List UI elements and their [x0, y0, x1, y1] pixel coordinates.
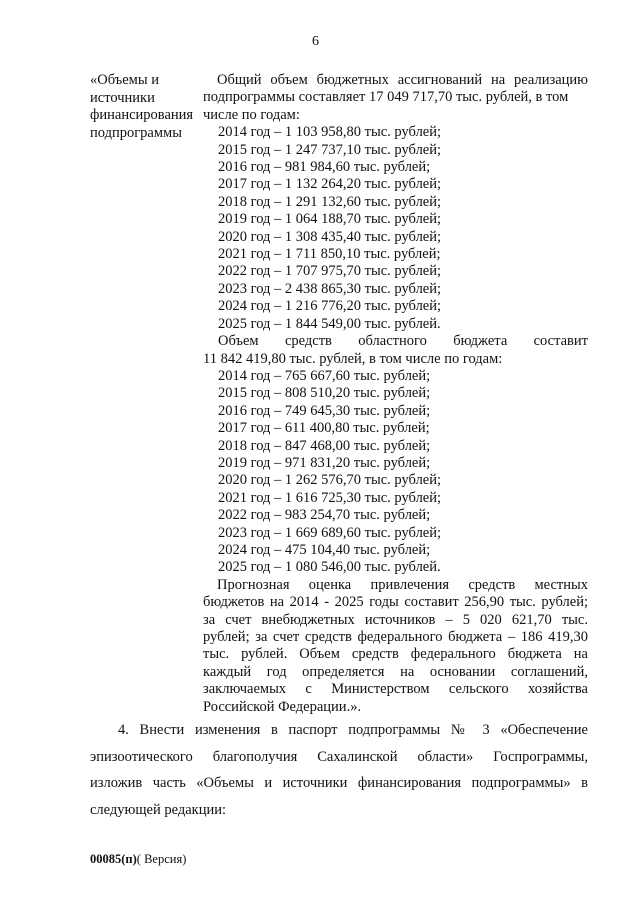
total-year-item: 2022 год – 1 707 975,70 тыс. рублей;: [218, 263, 442, 280]
regional-year-item: 2019 год – 971 831,20 тыс. рублей;: [218, 454, 431, 471]
left-label-line: финансирования: [90, 107, 194, 124]
left-label-line: «Объемы и: [90, 72, 159, 88]
regional-year-item: 2017 год – 611 400,80 тыс. рублей;: [218, 420, 430, 437]
section-4-line: эпизоотического благополучия Сахалинской области» Госпрограммы,: [90, 748, 588, 765]
total-line-1: Общий объем бюджетных ассигнований на реализацию: [217, 72, 588, 88]
left-label-line: подпрограммы: [90, 124, 182, 141]
section-4-paragraph: [90, 717, 588, 823]
regional-word: средств: [284, 333, 332, 350]
regional-year-item: 2023 год – 1 669 689,60 тыс. рублей;: [218, 524, 442, 541]
total-year-item: 2016 год – 981 984,60 тыс. рублей;: [218, 159, 431, 176]
page-number: 6: [312, 34, 319, 49]
total-year-item: 2023 год – 2 438 865,30 тыс. рублей;: [218, 280, 442, 297]
regional-line-2: 11 842 419,80 тыс. рублей, в том числе по годам:: [203, 350, 503, 367]
regional-year-item: 2025 год – 1 080 546,00 тыс. рублей.: [218, 559, 441, 576]
total-year-item: 2024 год – 1 216 776,20 тыс. рублей;: [218, 298, 442, 315]
regional-word: областного: [358, 333, 427, 350]
regional-year-item: 2021 год – 1 616 725,30 тыс. рублей;: [218, 489, 442, 506]
regional-year-item: 2014 год – 765 667,60 тыс. рублей;: [218, 367, 431, 384]
footer-code: 00085(п): [90, 852, 137, 866]
forecast-line: заключаемых с Министерством сельского хозяйства: [203, 681, 588, 698]
regional-word: Объем: [218, 333, 259, 350]
regional-word: составит: [533, 333, 588, 350]
regional-years-list: [203, 368, 588, 577]
total-year-item: 2019 год – 1 064 188,70 тыс. рублей;: [218, 211, 442, 228]
forecast-line: каждый год определяется на основании соглашений,: [203, 663, 588, 680]
financing-text-column: [203, 72, 588, 716]
left-label-line: источники: [90, 89, 155, 106]
total-year-item: 2018 год – 1 291 132,60 тыс. рублей;: [218, 193, 442, 210]
section-4-line: изложив часть «Объемы и источники финансирования подпрограммы» в: [90, 775, 588, 792]
total-line-3: числе по годам:: [203, 106, 300, 123]
total-year-item: 2020 год – 1 308 435,40 тыс. рублей;: [218, 228, 442, 245]
footer-version: ( Версия): [136, 852, 187, 866]
forecast-paragraph: [203, 577, 588, 716]
regional-word: бюджета: [453, 333, 508, 350]
section-4-line: следующей редакции:: [90, 801, 227, 818]
regional-year-item: 2022 год – 983 254,70 тыс. рублей;: [218, 507, 431, 524]
forecast-line: Российской Федерации.».: [203, 698, 362, 715]
regional-year-item: 2015 год – 808 510,20 тыс. рублей;: [218, 385, 431, 402]
total-year-item: 2015 год – 1 247 737,10 тыс. рублей;: [218, 141, 442, 158]
forecast-line: тыс. рублей. Объем средств федерального бюджета на: [203, 646, 588, 663]
regional-year-item: 2020 год – 1 262 576,70 тыс. рублей;: [218, 472, 442, 489]
total-year-item: 2014 год – 1 103 958,80 тыс. рублей;: [218, 124, 442, 141]
regional-year-item: 2018 год – 847 468,00 тыс. рублей;: [218, 437, 431, 454]
forecast-line: Прогнозная оценка привлечения средств местных: [217, 576, 588, 593]
forecast-line: рублей; за счет средств федерального бюджета – 186 419,30: [203, 629, 588, 645]
regional-line-1: [203, 333, 588, 350]
total-year-item: 2017 год – 1 132 264,20 тыс. рублей;: [218, 176, 442, 193]
document-footer: [90, 852, 186, 867]
forecast-line: бюджетов на 2014 - 2025 годы составит 256,90 тыс. рублей;: [203, 594, 588, 611]
total-year-item: 2025 год – 1 844 549,00 тыс. рублей.: [218, 315, 441, 332]
forecast-line: за счет внебюджетных источников – 5 020 621,70 тыс.: [203, 611, 588, 628]
section-4-line: 4. Внести изменения в паспорт подпрограммы № 3 «Обеспечение: [118, 722, 588, 738]
regional-year-item: 2024 год – 475 104,40 тыс. рублей;: [218, 541, 431, 558]
total-year-item: 2021 год – 1 711 850,10 тыс. рублей;: [218, 246, 441, 263]
left-label-column: [90, 72, 202, 142]
total-line-2: подпрограммы составляет 17 049 717,70 тыс. рублей, в том: [203, 89, 569, 106]
regional-year-item: 2016 год – 749 645,30 тыс. рублей;: [218, 402, 431, 419]
total-years-list: [203, 124, 588, 333]
